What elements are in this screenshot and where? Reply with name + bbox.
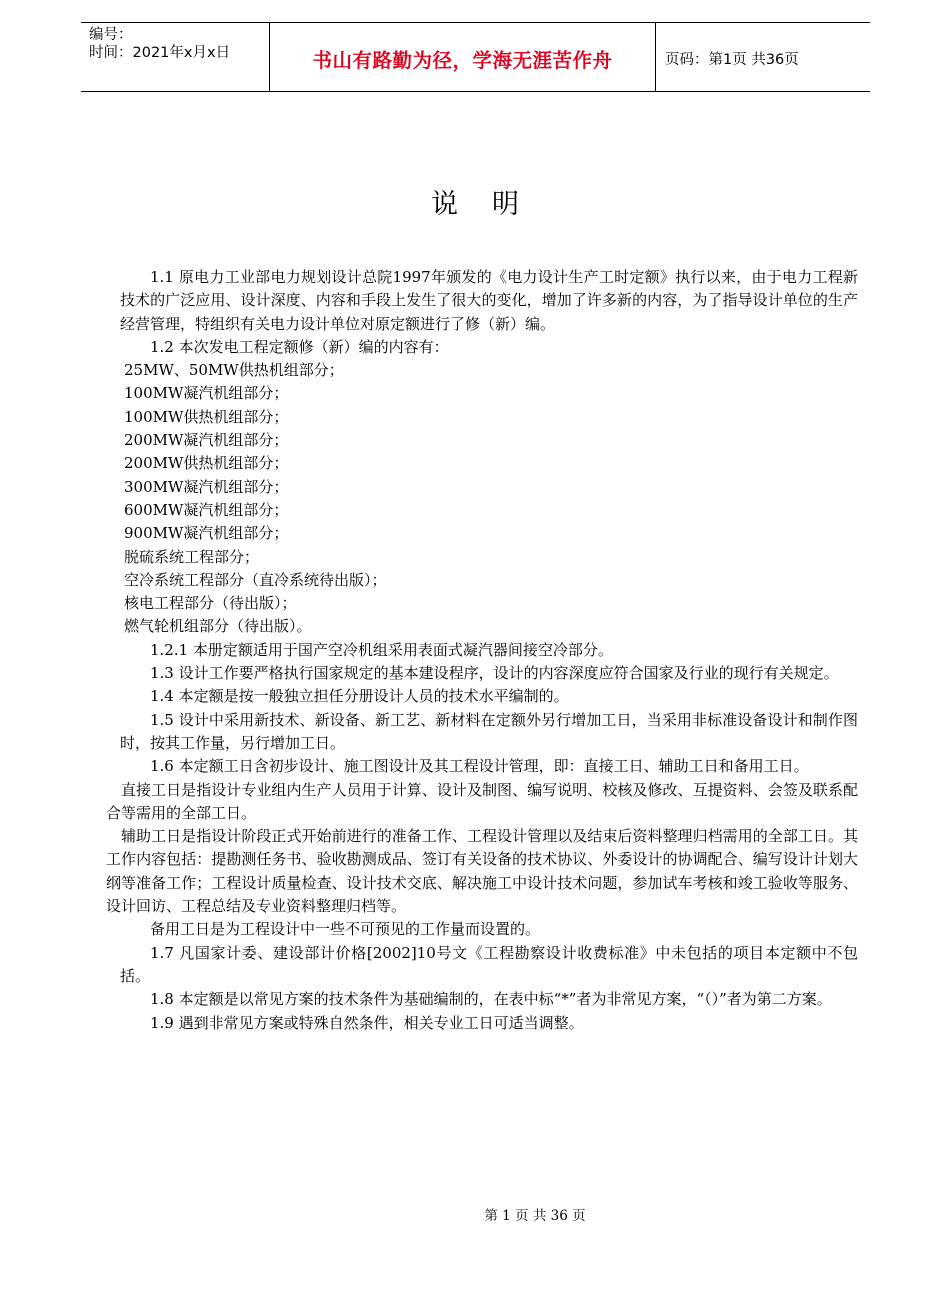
page-title: 说明 — [431, 189, 553, 220]
list-item: 200MW供热机组部分； — [124, 454, 289, 473]
paragraph-1-5: 1.5 设计中采用新技术、新设备、新工艺、新材料在定额外另行增加工日，当采用非标准设备设计和制作图时，按其工作量，另行增加工日。 — [120, 710, 858, 752]
paragraph-direct-workdays: 直接工日是指设计专业组内生产人员用于计算、设计及制图、编写说明、校核及修改、互提资料、会签及联系配合等需用的全部工日。 — [106, 780, 858, 822]
paragraph-1-4: 1.4 本定额是按一般独立担任分册设计人员的技术水平编制的。 — [150, 687, 569, 706]
list-item: 核电工程部分（待出版）； — [124, 594, 297, 613]
paragraph-1-8: 1.8 本定额是以常见方案的技术条件为基础编制的，在表中标“*”者为非常见方案，“（）”者为第二方案。 — [150, 990, 832, 1009]
header-meta — [89, 26, 230, 62]
paragraph-1-6: 1.6 本定额工日含初步设计、施工图设计及其工程设计管理，即：直接工日、辅助工日和备用工日。 — [150, 757, 809, 776]
time-label: 时间：2021年x月x日 — [89, 45, 231, 61]
paragraph-1-7: 1.7 凡国家计委、建设部计价格[2002]10号文《工程勘察设计收费标准》中未包括的项目本定额中不包括。 — [120, 943, 858, 985]
document-body — [106, 266, 858, 1035]
page-footer — [0, 1204, 950, 1224]
number-label: 编号： — [89, 27, 133, 43]
paragraph-1-2-1: 1.2.1 本册定额适用于国产空冷机组采用表面式凝汽器间接空冷部分。 — [150, 640, 613, 659]
list-item: 600MW凝汽机组部分； — [124, 500, 289, 519]
paragraph-1-1: 1.1 原电力工业部电力规划设计总院1997年颁发的《电力设计生产工时定额》执行以来，由于电力工程新技术的广泛应用、设计深度、内容和手段上发生了很大的变化，增加了许多新的内容，为了指导设计单位的生产经营管理，特组织有关电力设计单位对原定额进行了修（新）编。 — [120, 268, 858, 333]
list-item: 100MW凝汽机组部分； — [124, 384, 289, 403]
paragraph-auxiliary-workdays: 辅助工日是指设计阶段正式开始前进行的准备工作、工程设计管理以及结束后资料整理归档需用的全部工日。其工作内容包括：提勘测任务书、验收勘测成品、签订有关设备的技术协议、外委设计的协调配合、编写设计计划大纲等准备工作；工程设计质量检查、设计技术交底、解决施工中设计技术问题，参加试车考核和竣工验收等服务、设计回访、工程总结及专业资料整理归档等。 — [106, 827, 858, 916]
paragraph-1-2: 1.2 本次发电工程定额修（新）编的内容有： — [150, 337, 449, 356]
header-page-info: 页码：第1页 共36页 — [665, 52, 799, 68]
list-item: 空冷系统工程部分（直冷系统待出版）； — [124, 570, 387, 589]
footer-page-number: 第 1 页 共 36 页 — [484, 1208, 586, 1224]
list-item: 100MW供热机组部分； — [124, 407, 289, 426]
document-header — [81, 22, 870, 92]
list-item: 25MW、50MW供热机组部分； — [124, 361, 344, 380]
header-divider — [655, 23, 656, 91]
header-motto: 书山有路勤为径，学海无涯苦作舟 — [312, 49, 613, 72]
list-item: 200MW凝汽机组部分； — [124, 431, 289, 450]
list-item: 900MW凝汽机组部分； — [124, 524, 289, 543]
paragraph-1-3: 1.3 设计工作要严格执行国家规定的基本建设程序，设计的内容深度应符合国家及行业的现行有关规定。 — [150, 664, 839, 683]
unit-list — [120, 359, 858, 639]
list-item: 脱硫系统工程部分； — [124, 547, 260, 566]
list-item: 燃气轮机组部分（待出版）。 — [124, 617, 312, 636]
paragraph-reserve-workdays: 备用工日是为工程设计中一些不可预见的工作量而设置的。 — [150, 920, 541, 939]
paragraph-1-9: 1.9 遇到非常见方案或特殊自然条件，相关专业工日可适当调整。 — [150, 1013, 584, 1032]
list-item: 300MW凝汽机组部分； — [124, 477, 289, 496]
